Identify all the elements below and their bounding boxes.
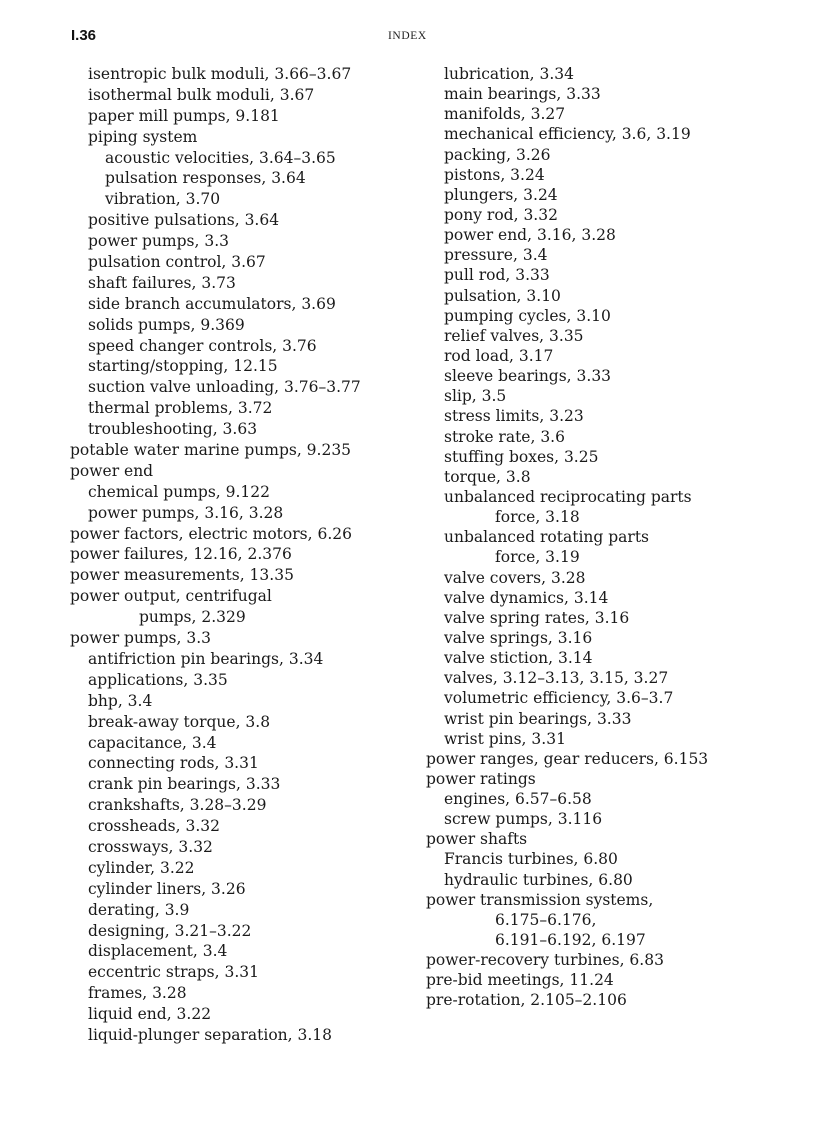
index-entry: power measurements, 13.35 [70,566,294,585]
index-subentry: pulsation responses, 3.64 [105,169,306,188]
index-subentry: designing, 3.21–3.22 [88,921,252,940]
index-subentry: pulsation, 3.10 [444,286,561,305]
index-entry: power output, centrifugal [70,587,272,606]
index-entry: power pumps, 3.3 [70,629,212,648]
index-entry: pre-rotation, 2.105–2.106 [426,991,627,1010]
index-subentry: crank pin bearings, 3.33 [88,775,281,794]
index-subentry: stuffing boxes, 3.25 [444,447,599,466]
index-subentry: crankshafts, 3.28–3.29 [88,796,267,815]
index-subentry: speed changer controls, 3.76 [88,336,317,355]
index-subentry: liquid-plunger separation, 3.18 [88,1025,333,1044]
index-subentry: pressure, 3.4 [444,246,548,265]
index-subentry: rod load, 3.17 [444,346,554,365]
index-subentry: packing, 3.26 [444,145,551,164]
index-subentry: unbalanced rotating parts [444,528,649,547]
index-subentry: plungers, 3.24 [444,185,558,204]
index-subentry: isothermal bulk moduli, 3.67 [88,85,315,104]
index-subentry: isentropic bulk moduli, 3.66–3.67 [88,65,352,83]
index-subentry: cylinder, 3.22 [88,858,195,877]
index-subentry: derating, 3.9 [88,900,190,919]
index-subentry: power end, 3.16, 3.28 [444,226,616,245]
index-subentry: mechanical efficiency, 3.6, 3.19 [444,125,691,144]
index-subentry: engines, 6.57–6.58 [444,790,592,809]
index-subentry: pull rod, 3.33 [444,266,550,285]
index-subentry: starting/stopping, 12.15 [88,357,278,376]
index-entry: power end [70,461,154,480]
index-subentry: bhp, 3.4 [88,691,153,710]
index-subentry: power pumps, 3.3 [88,232,230,251]
index-subentry: torque, 3.8 [444,467,531,486]
index-subentry: paper mill pumps, 9.181 [88,106,280,125]
index-subentry: power pumps, 3.16, 3.28 [88,503,284,522]
index-entry-continuation: force, 3.18 [495,508,580,527]
index-subentry: volumetric efficiency, 3.6–3.7 [444,689,674,708]
index-subentry: wrist pin bearings, 3.33 [444,709,632,728]
index-entry: power factors, electric motors, 6.26 [70,524,352,543]
index-subentry: liquid end, 3.22 [88,1005,212,1024]
index-entry: pre-bid meetings, 11.24 [426,971,614,990]
index-subentry: hydraulic turbines, 6.80 [444,870,633,889]
index-entry: power shafts [426,830,528,849]
index-subentry: thermal problems, 3.72 [88,399,273,418]
index-subentry: crossheads, 3.32 [88,817,220,836]
index-subentry: vibration, 3.70 [105,190,221,209]
index-subentry: pony rod, 3.32 [444,205,558,224]
index-entry: power failures, 12.16, 2.376 [70,545,292,564]
index-subentry: applications, 3.35 [88,670,228,689]
index-subentry: capacitance, 3.4 [88,733,217,752]
index-entry: power transmission systems, [426,890,654,909]
index-entry: power-recovery turbines, 6.83 [426,951,664,970]
index-subentry: side branch accumulators, 3.69 [88,294,336,313]
page-number: I.36 [71,27,97,44]
index-subentry: valve covers, 3.28 [444,568,586,587]
index-subentry: positive pulsations, 3.64 [88,211,280,230]
index-entry-continuation: force, 3.19 [495,548,580,567]
index-subentry: valve spring rates, 3.16 [444,608,630,627]
index-subentry: unbalanced reciprocating parts [444,487,692,506]
index-column-right [426,64,756,1011]
index-entry-continuation: 6.175–6.176, [495,910,597,929]
index-entry-continuation: 6.191–6.192, 6.197 [495,931,646,950]
index-subentry: suction valve unloading, 3.76–3.77 [88,378,361,397]
index-entry-continuation: pumps, 2.329 [139,608,246,627]
index-subentry: eccentric straps, 3.31 [88,963,259,982]
index-subentry: Francis turbines, 6.80 [444,850,618,869]
index-subentry: connecting rods, 3.31 [88,754,259,773]
index-subentry: frames, 3.28 [88,984,187,1003]
index-subentry: displacement, 3.4 [88,942,228,961]
index-subentry: pumping cycles, 3.10 [444,306,611,325]
index-subentry: manifolds, 3.27 [444,105,566,124]
index-subentry: solids pumps, 9.369 [88,315,245,334]
index-entry: potable water marine pumps, 9.235 [70,441,352,460]
index-subentry: wrist pins, 3.31 [444,729,566,748]
index-subentry: valve stiction, 3.14 [444,649,593,668]
index-subentry: pistons, 3.24 [444,165,545,184]
index-subentry: sleeve bearings, 3.33 [444,367,612,386]
index-subentry: break-away torque, 3.8 [88,712,271,731]
index-subentry: main bearings, 3.33 [444,85,601,104]
index-column-left [70,64,415,1046]
index-subentry: crossways, 3.32 [88,837,213,856]
index-subentry: stress limits, 3.23 [444,407,584,426]
index-subentry: screw pumps, 3.116 [444,810,603,829]
index-subentry: lubrication, 3.34 [444,65,575,83]
index-entry: power ranges, gear reducers, 6.153 [426,749,709,768]
index-subentry: troubleshooting, 3.63 [88,420,258,439]
index-subentry: valve springs, 3.16 [444,628,593,647]
running-head: INDEX [388,30,427,42]
index-entry: power ratings [426,769,536,788]
index-subentry: acoustic velocities, 3.64–3.65 [105,148,336,167]
index-subentry: valves, 3.12–3.13, 3.15, 3.27 [444,669,669,688]
index-subentry: cylinder liners, 3.26 [88,879,246,898]
index-subentry: valve dynamics, 3.14 [444,588,609,607]
index-subentry: shaft failures, 3.73 [88,273,236,292]
index-subentry: antifriction pin bearings, 3.34 [88,649,324,668]
index-subentry: pulsation control, 3.67 [88,253,266,272]
index-subentry: chemical pumps, 9.122 [88,482,271,501]
index-subentry: stroke rate, 3.6 [444,427,565,446]
index-subentry: piping system [88,127,198,146]
index-subentry: slip, 3.5 [444,387,507,406]
index-subentry: relief valves, 3.35 [444,326,584,345]
